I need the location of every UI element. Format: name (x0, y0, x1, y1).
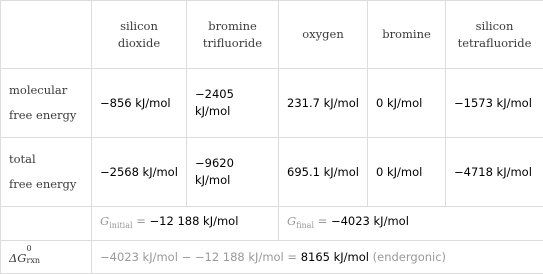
final-free-energy-cell (279, 207, 543, 241)
col-header-bromine-trifluoride: bromine trifluoride (187, 1, 279, 69)
final-equals: = (314, 214, 331, 228)
final-subscript: final (296, 221, 314, 230)
delta-subscript: rxn (27, 252, 41, 269)
delta-superscript: 0 (27, 240, 32, 257)
delta-g-rxn-label (1, 241, 92, 274)
col-header-oxygen: oxygen (279, 1, 368, 69)
initial-free-energy-cell (92, 207, 279, 241)
initial-value: −12 188 kJ/mol (150, 214, 239, 228)
table-cell: −856 kJ/mol (92, 69, 187, 138)
table-cell: −9620 kJ/mol (187, 138, 279, 207)
initial-equals: = (133, 214, 150, 228)
table-cell: 231.7 kJ/mol (279, 69, 368, 138)
delta-note: (endergonic) (369, 250, 446, 264)
final-symbol: G (287, 214, 296, 228)
table-cell: 0 kJ/mol (368, 138, 446, 207)
initial-subscript: initial (109, 221, 132, 230)
header-row (1, 1, 543, 69)
delta-result: 8165 kJ/mol (301, 250, 369, 264)
col-header-bromine: bromine (368, 1, 446, 69)
row-header-total-free-energy (1, 138, 92, 207)
final-value: −4023 kJ/mol (331, 214, 409, 228)
totals-row (1, 207, 543, 241)
col-header-silicon-tetrafluoride: silicon tetrafluoride (446, 1, 543, 69)
row-header-molecular-free-energy (1, 69, 92, 138)
totals-corner-cell (1, 207, 92, 241)
table-cell: −4718 kJ/mol (446, 138, 543, 207)
row-header-line2: free energy (9, 176, 83, 193)
delta-symbol: ΔG (9, 251, 27, 265)
row-header-line2: free energy (9, 107, 83, 124)
table-cell: 0 kJ/mol (368, 69, 446, 138)
row-header-line1: total (9, 151, 83, 168)
delta-row (1, 241, 543, 274)
table-row (1, 138, 543, 207)
table-cell: −2405 kJ/mol (187, 69, 279, 138)
table-cell: −1573 kJ/mol (446, 69, 543, 138)
table-cell: −2568 kJ/mol (92, 138, 187, 207)
table-cell: 695.1 kJ/mol (279, 138, 368, 207)
corner-cell (1, 1, 92, 69)
col-header-silicon-dioxide: silicon dioxide (92, 1, 187, 69)
delta-expression: −4023 kJ/mol − −12 188 kJ/mol = (100, 250, 301, 264)
table-row (1, 69, 543, 138)
row-header-line1: molecular (9, 82, 83, 99)
delta-g-rxn-expression (92, 241, 543, 274)
initial-symbol: G (100, 214, 109, 228)
